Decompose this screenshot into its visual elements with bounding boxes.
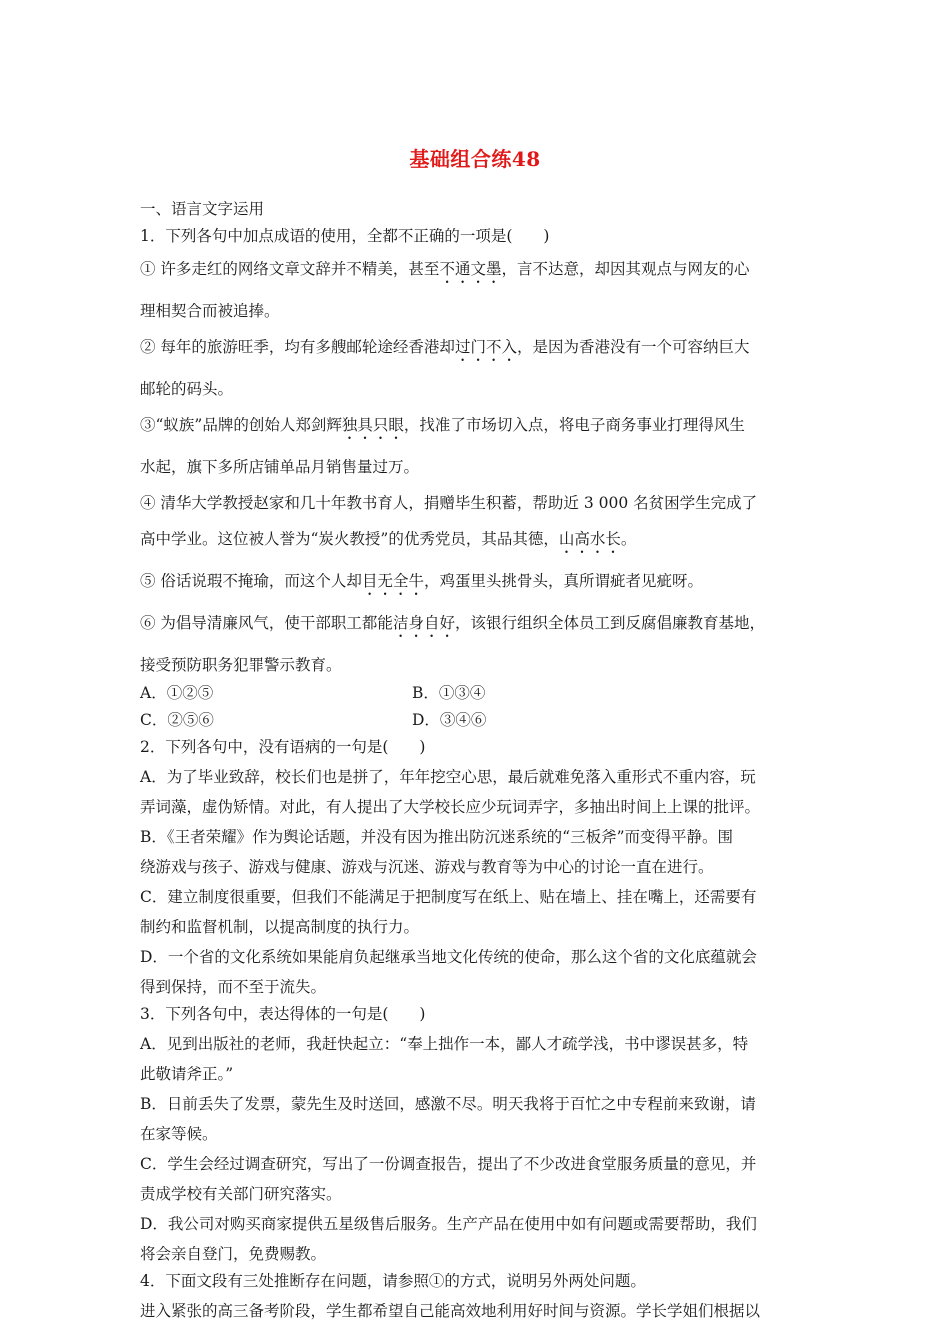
- q1-sentence-3-cont: 水起，旗下多所店铺单品月销售量过万。: [140, 458, 420, 476]
- q1-options-row-2: [140, 709, 812, 732]
- page-title: 基础组合练48: [409, 147, 541, 171]
- q2-option-c-line2: 制约和监督机制，以提高制度的执行力。: [140, 918, 420, 936]
- q2-stem: 2．下列各句中，没有语病的一句是( ): [140, 738, 426, 756]
- q1-stem: 1．下列各句中加点成语的使用，全都不正确的一项是( ): [140, 227, 550, 245]
- q3-option-a-line1: A．见到出版社的老师，我赶快起立：“奉上拙作一本，鄙人才疏学浅，书中谬误甚多，特: [140, 1035, 749, 1053]
- q1-sentence-5: ⑤ 俗话说瑕不掩瑜，而这个人却目无全牛，鸡蛋里头挑骨头，真所谓疵者见疵呀。: [140, 572, 703, 590]
- q3-option-d-line2: 将会亲自登门，免费赐教。: [140, 1245, 327, 1263]
- emphasized-idiom: 目无全牛: [361, 572, 424, 590]
- section-heading: 一、语言文字运用: [140, 200, 265, 218]
- q3-option-b-line2: 在家等候。: [140, 1125, 218, 1143]
- q2-option-b-line2: 绕游戏与孩子、游戏与健康、游戏与沉迷、游戏与教育等为中心的讨论一直在进行。: [140, 858, 714, 876]
- q1-option-b: B．①③④: [412, 684, 486, 702]
- emphasized-idiom: 独具只眼: [341, 416, 404, 434]
- q1-sentence-4: ④ 清华大学教授赵家和几十年教书育人，捐赠毕生积蓄，帮助近 3 000 名贫困学生完成了: [140, 494, 758, 512]
- emphasized-idiom: 山高水长: [558, 530, 621, 548]
- q4-passage-line1: 进入紧张的高三备考阶段，学生都希望自己能高效地利用好时间与资源。学长学姐们根据以: [140, 1302, 761, 1320]
- q3-stem: 3．下列各句中，表达得体的一句是( ): [140, 1005, 426, 1023]
- q1-option-c: C．②⑤⑥: [140, 711, 214, 729]
- q3-option-c-line1: C．学生会经过调查研究，写出了一份调查报告，提出了不少改进食堂服务质量的意见，并: [140, 1155, 757, 1173]
- q1-sentence-6: ⑥ 为倡导清廉风气，使干部职工都能洁身自好，该银行组织全体员工到反腐倡廉教育基地，: [140, 614, 765, 632]
- q1-option-d: D．③④⑥: [412, 711, 487, 729]
- q2-option-b-line1: B．《王者荣耀》作为舆论话题，并没有因为推出防沉迷系统的“三板斧”而变得平静。围: [140, 828, 733, 846]
- q4-stem: 4．下面文段有三处推断存在问题，请参照①的方式，说明另外两处问题。: [140, 1272, 646, 1290]
- q2-option-a-line1: A．为了毕业致辞，校长们也是拼了，年年挖空心思，最后就难免落入重形式不重内容，玩: [140, 768, 756, 786]
- q3-option-a-line2: 此敬请斧正。”: [140, 1065, 234, 1083]
- q3-option-c-line2: 责成学校有关部门研究落实。: [140, 1185, 342, 1203]
- q2-option-a-line2: 弄词藻，虚伪矫情。对此，有人提出了大学校长应少玩词弄字，多抽出时间上上课的批评。: [140, 798, 761, 816]
- emphasized-idiom: 过门不入: [454, 338, 517, 356]
- q2-option-c-line1: C．建立制度很重要，但我们不能满足于把制度写在纸上、贴在墙上、挂在嘴上，还需要有: [140, 888, 757, 906]
- document-body: [140, 198, 812, 1323]
- q1-options-row-1: [140, 682, 812, 705]
- q1-sentence-2-cont: 邮轮的码头。: [140, 380, 234, 398]
- q1-sentence-1-cont: 理相契合而被追捧。: [140, 302, 280, 320]
- emphasized-idiom: 不通文墨: [439, 260, 502, 278]
- q2-option-d-line1: D．一个省的文化系统如果能肩负起继承当地文化传统的使命，那么这个省的文化底蕴就会: [140, 948, 757, 966]
- q3-option-d-line1: D．我公司对购买商家提供五星级售后服务。生产产品在使用中如有问题或需要帮助，我们: [140, 1215, 757, 1233]
- q2-option-d-line2: 得到保持，而不至于流失。: [140, 978, 327, 996]
- q1-sentence-1: ① 许多走红的网络文章文辞并不精美，甚至不通文墨，言不达意，却因其观点与网友的心: [140, 260, 750, 278]
- q1-sentence-6-cont: 接受预防职务犯罪警示教育。: [140, 656, 342, 674]
- q1-sentence-4-cont: 高中学业。这位被人誉为“炭火教授”的优秀党员，其品其德，山高水长。: [140, 530, 637, 548]
- q3-option-b-line1: B．日前丢失了发票，蒙先生及时送回，感激不尽。明天我将于百忙之中专程前来致谢，请: [140, 1095, 756, 1113]
- emphasized-idiom: 洁身自好: [392, 614, 455, 632]
- q1-option-a: A．①②⑤: [140, 684, 214, 702]
- q1-sentence-2: ② 每年的旅游旺季，均有多艘邮轮途经香港却过门不入，是因为香港没有一个可容纳巨大: [140, 338, 750, 356]
- q1-sentence-3: ③“蚁族”品牌的创始人郑剑辉独具只眼，找准了市场切入点，将电子商务事业打理得风生: [140, 416, 745, 434]
